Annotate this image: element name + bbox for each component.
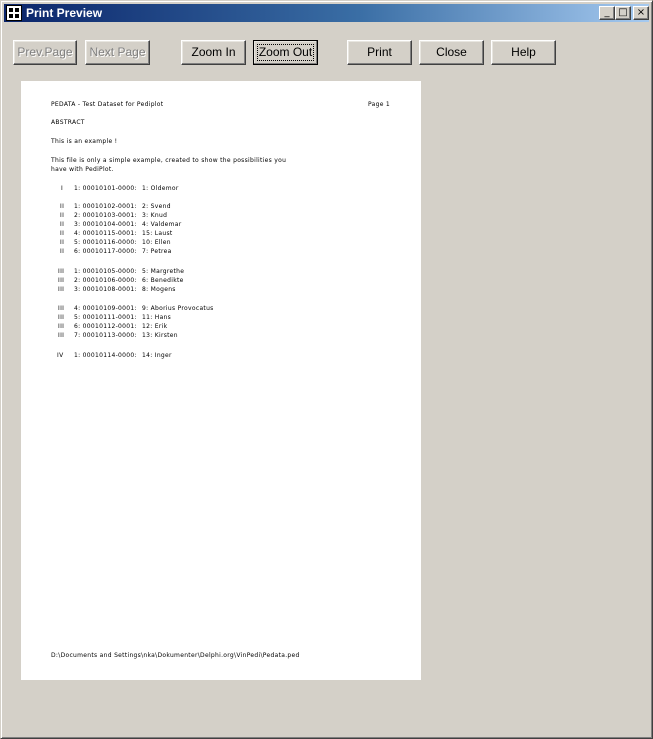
generation-label: II: [60, 239, 65, 246]
next-page-button[interactable]: Next Page: [85, 40, 150, 65]
generation-label: I: [61, 185, 64, 192]
person-id: 5: 00010111-0001:: [74, 314, 137, 321]
person-id: 3: 00010104-0001:: [74, 221, 137, 228]
file-path-footer: D:\Documents and Settings\nka\Dokumenter\Delphi.org\VinPedi\Pedata.ped: [51, 652, 300, 659]
help-button[interactable]: Help: [491, 40, 556, 65]
person-name: 7: Petrea: [142, 248, 172, 255]
person-id: 5: 00010116-0000:: [74, 239, 137, 246]
zoom-out-button[interactable]: Zoom Out: [253, 40, 318, 65]
generation-label: III: [58, 268, 65, 275]
person-id: 6: 00010117-0000:: [74, 248, 137, 255]
generation-label: IV: [57, 352, 64, 359]
window-title: Print Preview: [26, 6, 103, 20]
close-button[interactable]: Close: [419, 40, 484, 65]
person-name: 2: Svend: [142, 203, 171, 210]
generation-label: II: [60, 248, 65, 255]
person-name: 11: Hans: [142, 314, 172, 321]
maximize-button[interactable]: □: [615, 6, 631, 20]
generation-label: II: [60, 203, 65, 210]
generation-label: III: [58, 286, 65, 293]
person-id: 7: 00010113-0000:: [74, 332, 137, 339]
person-id: 6: 00010112-0001:: [74, 323, 137, 330]
person-id: 1: 00010105-0000:: [74, 268, 137, 275]
person-name: 15: Laust: [142, 230, 173, 237]
abstract-line: have with PediPlot.: [51, 166, 114, 173]
generation-label: III: [58, 277, 65, 284]
person-id: 1: 00010101-0000:: [74, 185, 137, 192]
zoom-in-button[interactable]: Zoom In: [181, 40, 246, 65]
generation-label: II: [60, 230, 65, 237]
person-name: 8: Mogens: [142, 286, 176, 293]
person-name: 13: Kirsten: [142, 332, 178, 339]
preview-page[interactable]: [21, 81, 421, 680]
close-window-button[interactable]: ×: [633, 6, 649, 20]
abstract-line: This file is only a simple example, created to show the possibilities you: [51, 157, 287, 164]
abstract-heading: ABSTRACT: [51, 119, 85, 126]
title-bar[interactable]: [4, 4, 649, 22]
person-name: 4: Valdemar: [142, 221, 182, 228]
person-id: 1: 00010102-0001:: [74, 203, 137, 210]
print-button[interactable]: Print: [347, 40, 412, 65]
prev-page-button[interactable]: Prev.Page: [13, 40, 77, 65]
generation-label: III: [58, 314, 65, 321]
app-icon[interactable]: [6, 5, 22, 21]
person-name: 9: Aborius Provocatus: [142, 305, 214, 312]
person-name: 14: Inger: [142, 352, 172, 359]
person-name: 3: Knud: [142, 212, 168, 219]
person-id: 4: 00010115-0001:: [74, 230, 137, 237]
page-number: Page 1: [368, 101, 391, 108]
generation-label: II: [60, 212, 65, 219]
person-id: 4: 00010109-0001:: [74, 305, 137, 312]
minimize-button[interactable]: _: [599, 6, 615, 20]
generation-label: III: [58, 323, 65, 330]
person-name: 6: Benedikte: [142, 277, 184, 284]
person-name: 12: Erik: [142, 323, 168, 330]
generation-label: III: [58, 305, 65, 312]
person-id: 2: 00010106-0000:: [74, 277, 137, 284]
person-id: 2: 00010103-0001:: [74, 212, 137, 219]
person-id: 1: 00010114-0000:: [74, 352, 137, 359]
abstract-line: This is an example !: [51, 138, 118, 145]
page-header-title: PEDATA - Test Dataset for Pediplot: [51, 101, 164, 108]
generation-label: III: [58, 332, 65, 339]
person-name: 1: Oldemor: [142, 185, 179, 192]
person-name: 5: Margrethe: [142, 268, 185, 275]
person-name: 10: Ellen: [142, 239, 171, 246]
generation-label: II: [60, 221, 65, 228]
person-id: 3: 00010108-0001:: [74, 286, 137, 293]
